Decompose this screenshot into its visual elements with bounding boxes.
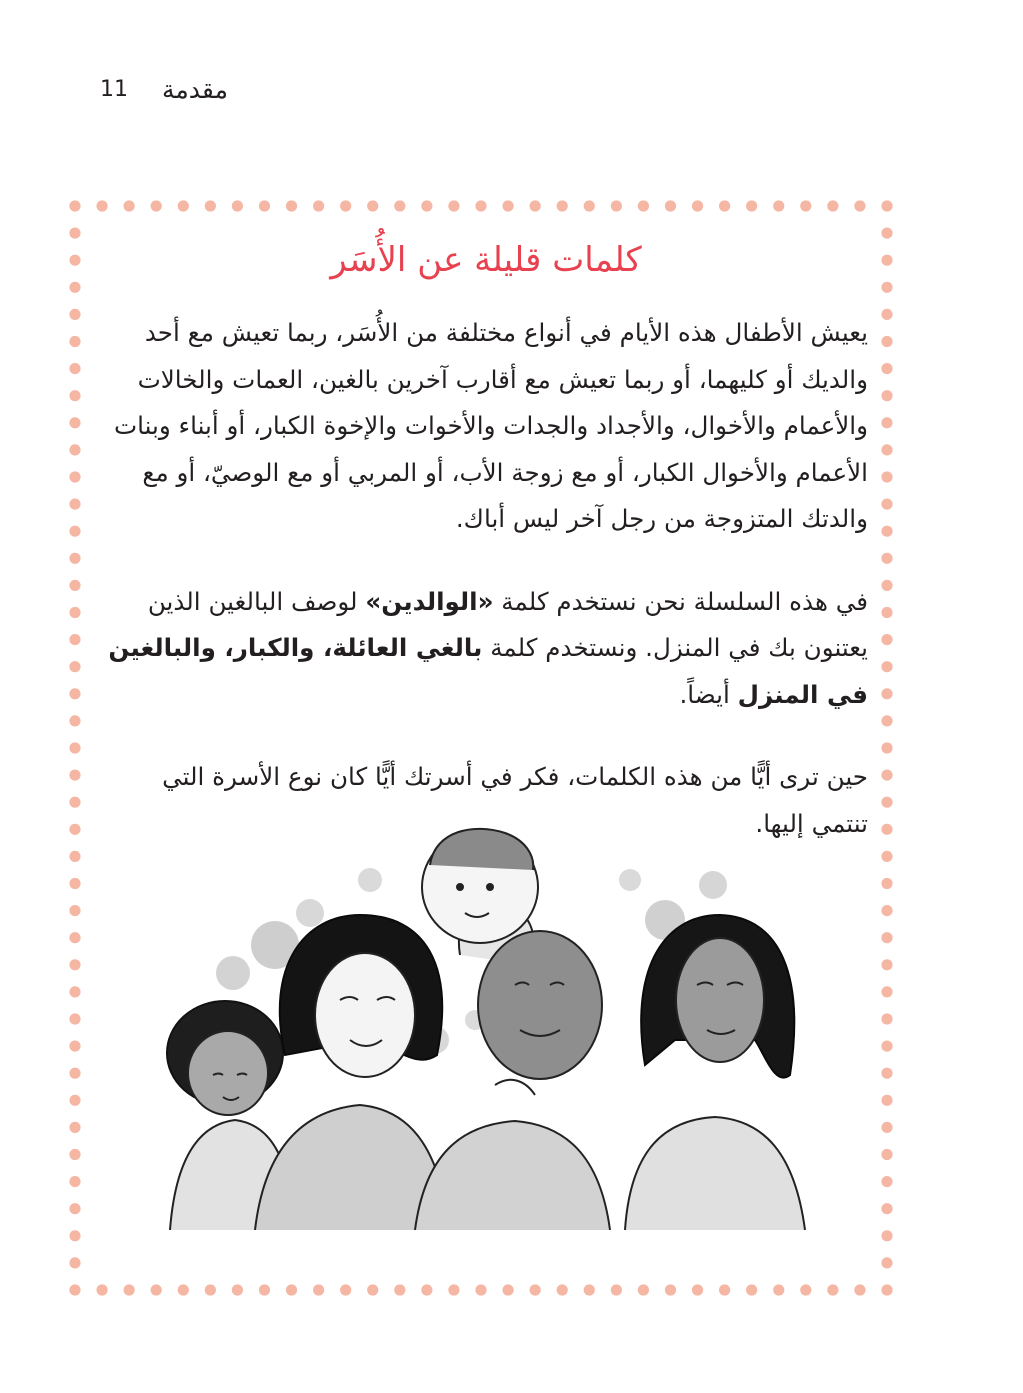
frame-dot	[638, 200, 649, 211]
paragraph-terms-text-1: في هذه السلسلة نحن نستخدم كلمة	[493, 586, 868, 616]
frame-dot	[69, 363, 80, 374]
frame-dot	[69, 1203, 80, 1214]
frame-dot	[367, 1284, 378, 1295]
frame-dot	[69, 878, 80, 889]
frame-dot	[69, 200, 80, 211]
frame-dot	[69, 471, 80, 482]
frame-dot	[96, 200, 107, 211]
frame-dot	[800, 200, 811, 211]
frame-dot	[286, 200, 297, 211]
frame-dot	[69, 417, 80, 428]
term-family-adults: بالغي العائلة، والكبار، والبالغين في المنزل	[108, 633, 868, 709]
frame-dot	[638, 1284, 649, 1295]
paragraph-terms-text-3: أيضاً.	[679, 679, 738, 709]
frame-dot	[773, 1284, 784, 1295]
frame-dot	[69, 526, 80, 537]
frame-dot	[584, 200, 595, 211]
frame-dot	[881, 634, 892, 645]
frame-dot	[69, 905, 80, 916]
paragraph-reflection: حين ترى أيًّا من هذه الكلمات، فكر في أسرتك أيًّا كان نوع الأسرة التي تنتمي إليها.	[162, 762, 868, 838]
frame-dot	[205, 200, 216, 211]
frame-dot	[881, 526, 892, 537]
frame-dot	[69, 959, 80, 970]
frame-dot	[665, 1284, 676, 1295]
frame-dot	[800, 1284, 811, 1295]
frame-dot	[881, 1257, 892, 1268]
frame-dot	[69, 1041, 80, 1052]
frame-dot	[881, 1149, 892, 1160]
frame-dot	[421, 200, 432, 211]
frame-dot	[854, 1284, 865, 1295]
paragraph-families: يعيش الأطفال هذه الأيام في أنواع مختلفة من الأُسَر، ربما تعيش مع أحد والديك أو كليهما، أو ربما تعيش مع أقارب آخرين بالغين، العمات والخالات والأعمام والأخوال، والأجداد والجدات والأخوات والإخوة الكبار، أو أبناء وبنات الأعمام والأخوال الكبار، أو مع زوجة الأب، أو المربي أو مع الوصيّ، أو مع والدتك المتزوجة من رجل آخر ليس أباك.	[113, 318, 868, 533]
frame-dot	[773, 200, 784, 211]
frame-dot	[881, 986, 892, 997]
frame-dot	[69, 1149, 80, 1160]
info-box	[104, 232, 868, 883]
frame-dot	[530, 200, 541, 211]
frame-dot	[367, 200, 378, 211]
frame-dot	[69, 282, 80, 293]
page-number: 11	[100, 76, 128, 102]
person-woman-right	[625, 915, 805, 1230]
frame-dot	[96, 1284, 107, 1295]
frame-dot	[881, 1122, 892, 1133]
frame-dot	[881, 309, 892, 320]
frame-dot	[881, 878, 892, 889]
frame-dot	[69, 742, 80, 753]
frame-dot	[69, 580, 80, 591]
frame-dot	[692, 200, 703, 211]
frame-dot	[881, 851, 892, 862]
frame-dot	[692, 1284, 703, 1295]
frame-dot	[394, 1284, 405, 1295]
frame-dot	[881, 471, 892, 482]
frame-dot	[854, 200, 865, 211]
frame-dot	[881, 797, 892, 808]
frame-dot	[178, 1284, 189, 1295]
frame-dot	[232, 200, 243, 211]
frame-dot	[827, 200, 838, 211]
frame-dot	[340, 1284, 351, 1295]
frame-dot	[665, 200, 676, 211]
frame-dot	[719, 200, 730, 211]
frame-dot	[881, 499, 892, 510]
frame-dot	[69, 607, 80, 618]
frame-dot	[313, 1284, 324, 1295]
frame-dot	[881, 1203, 892, 1214]
frame-dot	[881, 417, 892, 428]
frame-dot	[124, 200, 135, 211]
frame-dot	[881, 1013, 892, 1024]
frame-dot	[69, 309, 80, 320]
frame-dot	[69, 553, 80, 564]
frame-dot	[69, 688, 80, 699]
frame-dot	[69, 661, 80, 672]
frame-dot	[69, 932, 80, 943]
frame-dot	[69, 851, 80, 862]
frame-dot	[746, 200, 757, 211]
frame-dot	[69, 1230, 80, 1241]
frame-dot	[881, 1230, 892, 1241]
frame-dot	[286, 1284, 297, 1295]
frame-dot	[557, 200, 568, 211]
frame-dot	[611, 200, 622, 211]
frame-dot	[881, 742, 892, 753]
frame-dot	[69, 1176, 80, 1187]
frame-dot	[881, 824, 892, 835]
frame-dot	[69, 824, 80, 835]
frame-dot	[69, 770, 80, 781]
frame-dot	[881, 444, 892, 455]
section-title: مقدمة	[162, 74, 228, 104]
frame-dot	[69, 1122, 80, 1133]
frame-dot	[881, 363, 892, 374]
frame-dot	[881, 770, 892, 781]
frame-dot	[69, 986, 80, 997]
frame-dot	[151, 200, 162, 211]
frame-dot	[881, 688, 892, 699]
frame-dot	[881, 1068, 892, 1079]
frame-dot	[881, 1041, 892, 1052]
frame-dot	[313, 200, 324, 211]
frame-dot	[124, 1284, 135, 1295]
frame-dot	[394, 200, 405, 211]
frame-dot	[557, 1284, 568, 1295]
frame-dot	[881, 390, 892, 401]
frame-dot	[340, 200, 351, 211]
frame-dot	[881, 580, 892, 591]
frame-dot	[205, 1284, 216, 1295]
frame-dot	[881, 1176, 892, 1187]
frame-dot	[881, 1095, 892, 1106]
frame-dot	[69, 336, 80, 347]
frame-dot	[69, 1013, 80, 1024]
frame-dot	[448, 1284, 459, 1295]
frame-dot	[881, 715, 892, 726]
frame-dot	[881, 932, 892, 943]
frame-dot	[69, 1068, 80, 1079]
frame-dot	[881, 228, 892, 239]
frame-dot	[584, 1284, 595, 1295]
paragraph-terms-text-2: لوصف البالغين الذين يعتنون بك في المنزل. ونستخدم كلمة	[147, 586, 868, 662]
frame-dot	[178, 200, 189, 211]
frame-dot	[69, 255, 80, 266]
frame-dot	[69, 1257, 80, 1268]
frame-dot	[475, 1284, 486, 1295]
frame-dot	[69, 715, 80, 726]
frame-dot	[530, 1284, 541, 1295]
frame-dot	[69, 499, 80, 510]
frame-dot	[881, 607, 892, 618]
box-title: كلمات قليلة عن الأُسَر	[330, 240, 642, 280]
frame-dot	[881, 905, 892, 916]
person-man-holding-baby	[415, 931, 610, 1230]
frame-dot	[719, 1284, 730, 1295]
frame-dot	[259, 1284, 270, 1295]
frame-dot	[69, 1095, 80, 1106]
frame-dot	[69, 228, 80, 239]
frame-dot	[151, 1284, 162, 1295]
frame-dot	[475, 200, 486, 211]
frame-dot	[881, 336, 892, 347]
frame-dot	[259, 200, 270, 211]
frame-dot	[502, 1284, 513, 1295]
frame-dot	[827, 1284, 838, 1295]
paragraph-terms	[104, 579, 868, 719]
frame-dot	[881, 959, 892, 970]
frame-dot	[69, 634, 80, 645]
term-parents: «الوالدين»	[365, 586, 494, 616]
frame-dot	[421, 1284, 432, 1295]
frame-dot	[448, 200, 459, 211]
frame-dot	[881, 553, 892, 564]
frame-dot	[881, 255, 892, 266]
frame-dot	[881, 661, 892, 672]
frame-dot	[881, 282, 892, 293]
frame-dot	[69, 797, 80, 808]
frame-dot	[746, 1284, 757, 1295]
frame-dot	[881, 200, 892, 211]
frame-dot	[69, 1284, 80, 1295]
frame-dot	[881, 1284, 892, 1295]
frame-dot	[502, 200, 513, 211]
frame-dot	[69, 444, 80, 455]
family-illustration	[115, 825, 825, 1230]
frame-dot	[69, 390, 80, 401]
frame-dot	[232, 1284, 243, 1295]
frame-dot	[611, 1284, 622, 1295]
